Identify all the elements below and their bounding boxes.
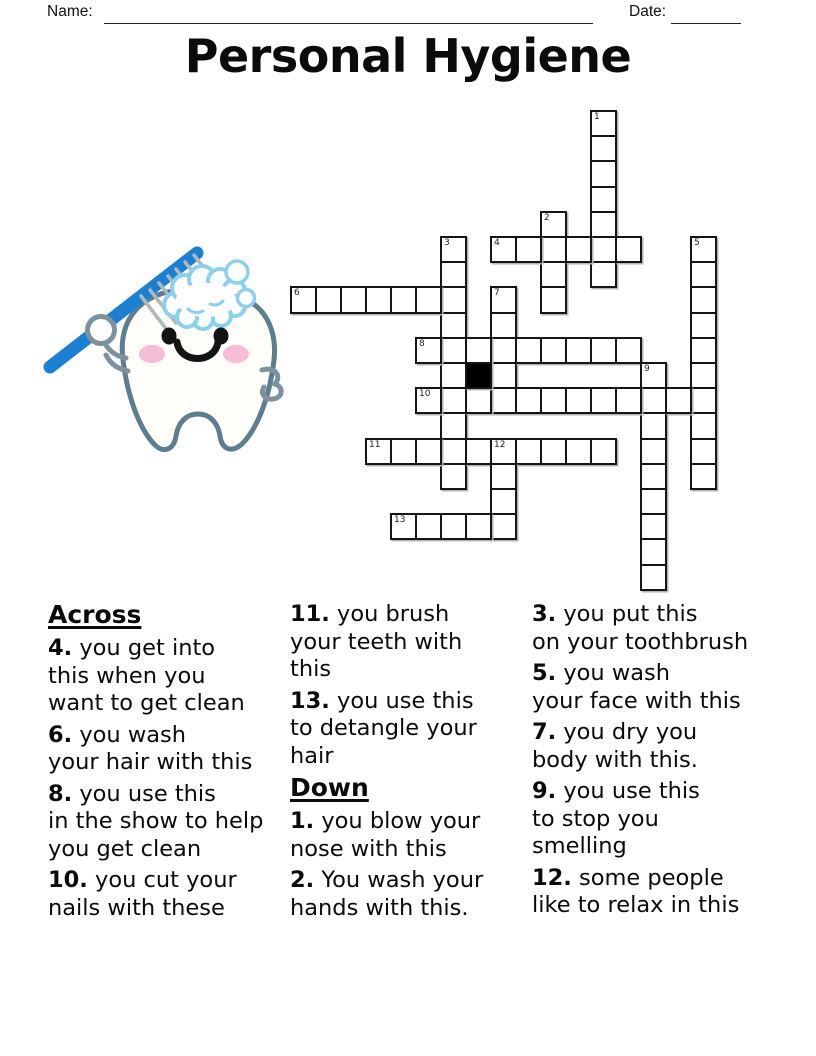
crossword-cell[interactable] xyxy=(690,387,717,414)
cell-number: 3 xyxy=(444,238,450,248)
crossword-cell[interactable] xyxy=(415,286,442,313)
date-blank-line[interactable] xyxy=(671,6,741,24)
cell-number: 7 xyxy=(494,288,500,299)
crossword-cell[interactable] xyxy=(315,286,342,313)
crossword-cell[interactable] xyxy=(515,236,542,263)
crossword-cell[interactable] xyxy=(690,337,717,364)
crossword-cell[interactable] xyxy=(390,286,417,313)
crossword-cell[interactable] xyxy=(590,261,617,288)
crossword-cell[interactable] xyxy=(540,236,567,263)
crossword-cell[interactable] xyxy=(415,337,442,364)
crossword-cell[interactable] xyxy=(615,236,642,263)
crossword-cell[interactable] xyxy=(440,412,467,439)
crossword-cell[interactable] xyxy=(465,337,492,364)
crossword-cell[interactable] xyxy=(690,286,717,313)
clue-number: 12. xyxy=(532,864,572,891)
clue-number: 8. xyxy=(48,780,73,807)
clue-2: 2. You wash your hands with this. xyxy=(290,867,484,921)
crossword-cell[interactable] xyxy=(565,438,592,465)
crossword-cell[interactable] xyxy=(490,286,517,313)
crossword-cell[interactable] xyxy=(440,387,467,414)
crossword-cell[interactable] xyxy=(415,387,442,414)
clue-1: 1. you blow your nose with this xyxy=(290,808,481,862)
crossword-cell[interactable] xyxy=(465,387,492,414)
page-title: Personal Hygiene xyxy=(184,29,632,83)
clue-12: 12. some people like to relax in this xyxy=(532,864,740,918)
crossword-cell[interactable] xyxy=(590,160,617,187)
crossword-cell[interactable] xyxy=(540,387,567,414)
crossword-cell[interactable] xyxy=(640,387,667,414)
crossword-cell[interactable] xyxy=(490,362,517,389)
clue-13: 13. you use this to detangle your hair xyxy=(290,687,477,769)
crossword-cell[interactable] xyxy=(690,236,717,263)
name-label: Name: xyxy=(47,3,93,20)
tooth-hand xyxy=(88,317,115,344)
crossword-cell[interactable] xyxy=(615,337,642,364)
crossword-cell[interactable] xyxy=(440,261,467,288)
clue-number: 11. xyxy=(290,601,330,627)
clue-3: 3. you put this on your toothbrush xyxy=(532,601,749,655)
crossword-cell[interactable] xyxy=(690,463,717,490)
crossword-cell[interactable] xyxy=(540,337,567,364)
crossword-cell[interactable] xyxy=(465,513,492,540)
clue-9: 9. you use this to stop you smelling xyxy=(532,778,700,859)
crossword-cell[interactable] xyxy=(440,438,467,465)
crossword-cell[interactable] xyxy=(640,538,667,565)
clue-number: 10. xyxy=(48,867,88,893)
crossword-cell[interactable] xyxy=(590,438,617,465)
crossword-cell[interactable] xyxy=(690,261,717,288)
crossword-cell[interactable] xyxy=(590,110,617,137)
crossword-cell[interactable] xyxy=(615,387,642,414)
crossword-cell[interactable] xyxy=(440,312,467,339)
crossword-cell[interactable] xyxy=(490,438,517,465)
date-label: Date: xyxy=(629,3,667,20)
crossword-cell[interactable] xyxy=(690,312,717,339)
crossword-cell[interactable] xyxy=(440,362,467,389)
crossword-cell[interactable] xyxy=(665,387,692,414)
clue-7: 7. you dry you body with this. xyxy=(532,719,698,773)
crossword-cell[interactable] xyxy=(440,513,467,540)
crossword-black-cell xyxy=(465,362,492,389)
crossword-cell[interactable] xyxy=(365,438,392,465)
crossword-cell[interactable] xyxy=(565,236,592,263)
crossword-cell[interactable] xyxy=(290,286,317,313)
crossword-cell[interactable] xyxy=(640,362,667,389)
crossword-grid xyxy=(290,110,722,592)
right-cheek xyxy=(223,345,249,363)
bubble-large xyxy=(226,261,248,283)
crossword-cell[interactable] xyxy=(540,261,567,288)
crossword-cell[interactable] xyxy=(390,513,417,540)
cell-number: 9 xyxy=(644,364,650,374)
crossword-cell[interactable] xyxy=(440,463,467,490)
name-blank-line[interactable] xyxy=(104,6,593,24)
crossword-cell[interactable] xyxy=(540,438,567,465)
crossword-cell[interactable] xyxy=(340,286,367,313)
cell-number: 6 xyxy=(294,288,300,299)
cell-number: 10 xyxy=(419,389,431,400)
crossword-cell[interactable] xyxy=(440,337,467,364)
clue-11: 11. you brush your teeth with this xyxy=(290,601,463,682)
crossword-cell[interactable] xyxy=(465,438,492,465)
clues-heading-down: Down xyxy=(290,773,369,802)
cell-number: 8 xyxy=(419,338,425,349)
crossword-cell[interactable] xyxy=(640,412,667,439)
clue-6: 6. you wash your hair with this xyxy=(48,721,253,775)
crossword-cell[interactable] xyxy=(490,337,517,364)
cell-number: 2 xyxy=(544,212,550,223)
clue-4: 4. you get into this when you want to get clean xyxy=(48,635,245,716)
cell-number: 1 xyxy=(594,112,600,122)
crossword-cell[interactable] xyxy=(365,286,392,313)
clue-number: 4. xyxy=(48,635,73,661)
crossword-cell[interactable] xyxy=(415,438,442,465)
crossword-cell[interactable] xyxy=(590,337,617,364)
clues-heading-across: Across xyxy=(48,600,142,629)
crossword-cell[interactable] xyxy=(490,312,517,339)
crossword-cell[interactable] xyxy=(640,438,667,465)
crossword-cell[interactable] xyxy=(590,387,617,414)
crossword-cell[interactable] xyxy=(390,438,417,465)
crossword-cell[interactable] xyxy=(565,337,592,364)
clues-column-1 xyxy=(48,597,293,922)
crossword-cell[interactable] xyxy=(490,387,517,414)
cell-number: 13 xyxy=(394,515,406,526)
crossword-cell[interactable] xyxy=(490,513,517,540)
clue-number: 7. xyxy=(532,719,557,745)
clues-column-3 xyxy=(532,597,802,920)
crossword-cell[interactable] xyxy=(490,463,517,490)
crossword-cell[interactable] xyxy=(440,286,467,313)
clue-number: 13. xyxy=(290,687,330,714)
crossword-cell[interactable] xyxy=(590,135,617,162)
crossword-cell[interactable] xyxy=(540,211,567,238)
crossword-cell[interactable] xyxy=(640,463,667,490)
crossword-cell[interactable] xyxy=(515,438,542,465)
crossword-cell[interactable] xyxy=(590,211,617,238)
crossword-cell[interactable] xyxy=(490,488,517,515)
crossword-cell[interactable] xyxy=(640,488,667,515)
crossword-cell[interactable] xyxy=(640,513,667,540)
clue-5: 5. you wash your face with this xyxy=(532,660,741,714)
crossword-cell[interactable] xyxy=(415,513,442,540)
clue-8: 8. you use this in the show to help you get clean xyxy=(48,780,264,862)
crossword-cell[interactable] xyxy=(515,337,542,364)
tooth-illustration xyxy=(30,230,290,470)
cell-number: 12 xyxy=(494,439,506,450)
clue-number: 3. xyxy=(532,601,557,627)
crossword-cell[interactable] xyxy=(540,286,567,313)
crossword-cell[interactable] xyxy=(515,387,542,414)
clue-number: 2. xyxy=(290,867,315,893)
crossword-cell[interactable] xyxy=(640,564,667,591)
clue-number: 1. xyxy=(290,808,315,834)
clue-number: 5. xyxy=(532,660,557,686)
cell-number: 4 xyxy=(494,238,500,248)
clue-number: 6. xyxy=(48,721,73,748)
cell-number: 5 xyxy=(694,238,700,248)
crossword-cell[interactable] xyxy=(565,387,592,414)
left-cheek xyxy=(139,345,165,363)
clue-number: 9. xyxy=(532,778,557,804)
crossword-cell[interactable] xyxy=(590,186,617,213)
clues-column-2 xyxy=(290,597,535,922)
clue-10: 10. you cut your nails with these xyxy=(48,867,237,921)
crossword-cell[interactable] xyxy=(690,438,717,465)
crossword-cell[interactable] xyxy=(690,412,717,439)
crossword-cell[interactable] xyxy=(490,236,517,263)
crossword-cell[interactable] xyxy=(690,362,717,389)
cell-number: 11 xyxy=(369,439,381,450)
bubble-small xyxy=(238,290,255,307)
crossword-cell[interactable] xyxy=(590,236,617,263)
crossword-cell[interactable] xyxy=(440,236,467,263)
